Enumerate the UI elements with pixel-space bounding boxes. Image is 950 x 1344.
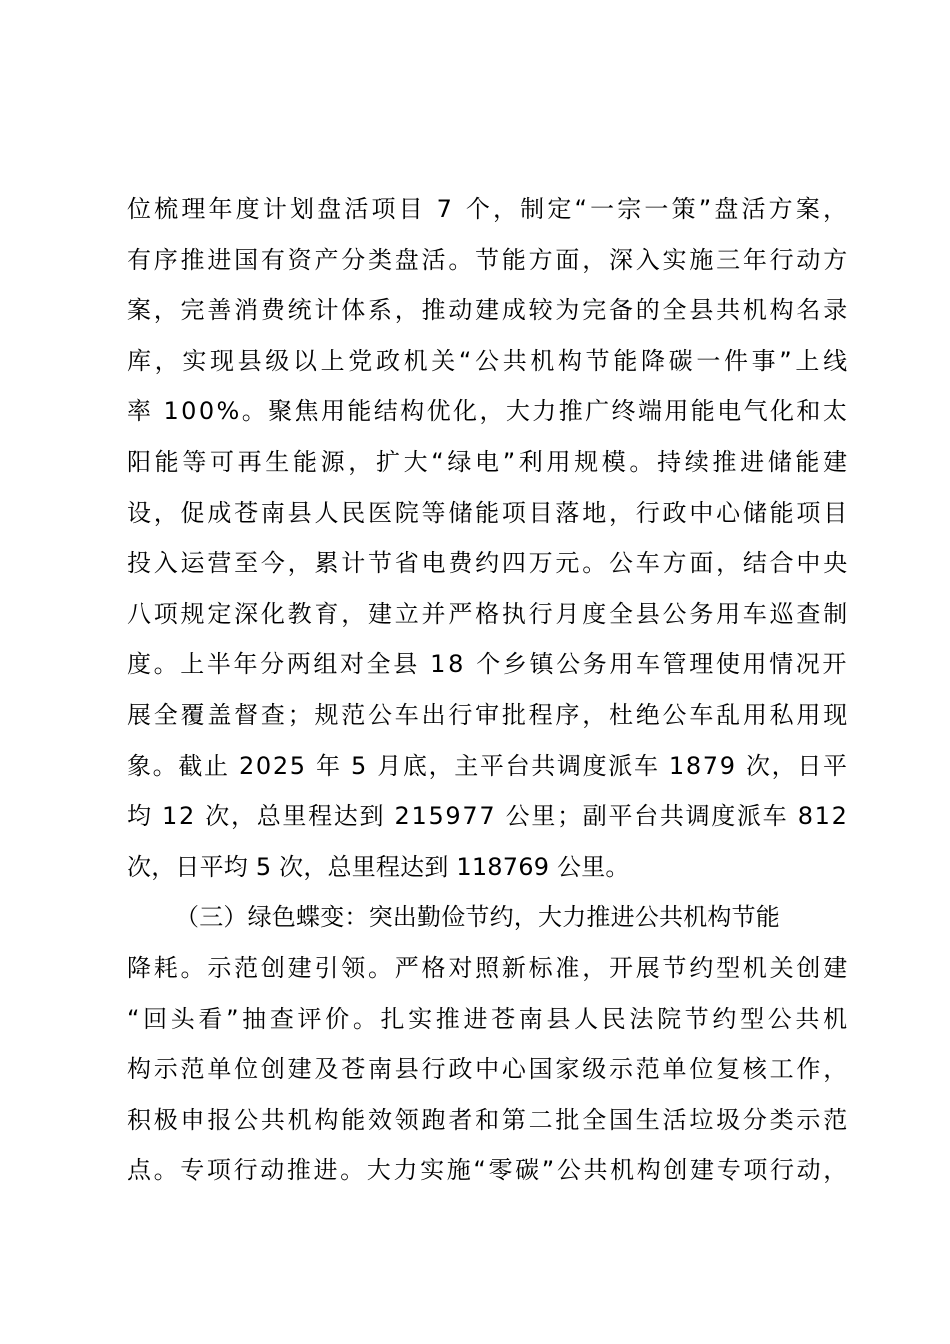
text-line: 阳能等可再生能源，扩大“绿电”利用规模。持续推进储能建 bbox=[127, 447, 851, 476]
text-line: 均 12 次，总里程达到 215977 公里；副平台共调度派车 812 bbox=[127, 802, 849, 831]
text-line: 率 100%。聚焦用能结构优化，大力推广终端用能电气化和太 bbox=[127, 397, 850, 426]
text-line: 度。上半年分两组对全县 18 个乡镇公务用车管理使用情况开 bbox=[127, 650, 850, 679]
text-line: 八项规定深化教育，建立并严格执行月度全县公务用车巡查制 bbox=[127, 599, 850, 628]
text-line: 有序推进国有资产分类盘活。节能方面，深入实施三年行动方 bbox=[127, 245, 850, 274]
text-line: 位梳理年度计划盘活项目 7 个，制定“一宗一策”盘活方案， bbox=[127, 195, 851, 223]
text-line: “回头看”抽查评价。扎实推进苍南县人民法院节约型公共机 bbox=[127, 1004, 851, 1033]
section-heading-line: （三）绿色蝶变：突出勤俭节约，大力推进公共机构节能 bbox=[175, 903, 780, 932]
text-line: 投入运营至今，累计节省电费约四万元。公车方面，结合中央 bbox=[127, 549, 850, 578]
text-line: 库，实现县级以上党政机关“公共机构节能降碳一件事”上线 bbox=[127, 346, 851, 375]
text-line: 展全覆盖督查；规范公车出行审批程序，杜绝公车乱用私用现 bbox=[127, 700, 850, 729]
text-line: 次，日平均 5 次，总里程达到 118769 公里。 bbox=[127, 852, 630, 881]
text-line: 案，完善消费统计体系，推动建成较为完备的全县共机构名录 bbox=[127, 296, 850, 325]
text-line: 设，促成苍南县人民医院等储能项目落地，行政中心储能项目 bbox=[127, 498, 850, 527]
text-line: 点。专项行动推进。大力实施“零碳”公共机构创建专项行动， bbox=[127, 1156, 850, 1185]
text-line: 构示范单位创建及苍南县行政中心国家级示范单位复核工作， bbox=[127, 1055, 850, 1084]
body-text bbox=[127, 184, 851, 1196]
text-line: 积极申报公共机构能效领跑者和第二批全国生活垃圾分类示范 bbox=[127, 1105, 850, 1134]
text-line: 象。截止 2025 年 5 月底，主平台共调度派车 1879 次，日平 bbox=[127, 751, 849, 780]
text-line: 降耗。示范创建引领。严格对照新标准，开展节约型机关创建 bbox=[127, 953, 850, 982]
